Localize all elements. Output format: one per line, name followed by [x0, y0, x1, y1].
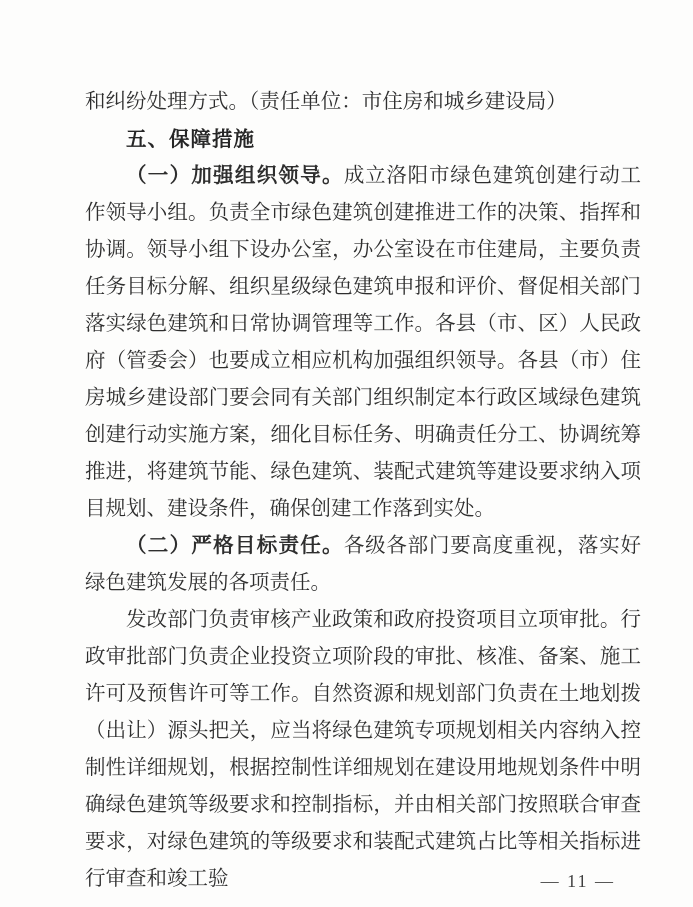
- paragraph-text: 成立洛阳市绿色建筑创建行动工作领导小组。负责全市绿色建筑创建推进工作的决策、指挥和协调。领导小组下设办公室，办公室设在市住建局，主要负责任务目标分解、组织星级绿色建筑申报和评价、督促相关部门落实绿色建筑和日常协调管理等工作。各县（市、区）人民政府（管委会）也要成立相应机构加强组织领导。各县（市）住房城乡建设部门要会同有关部门组织制定本行政区域绿色建筑创建行动实施方案，细化目标任务、明确责任分工、协调统筹推进，将建筑节能、绿色建筑、装配式建筑等建设要求纳入项目规划、建设条件，确保创建工作落到实处。: [85, 165, 642, 520]
- paragraph-lead: （一）加强组织领导。: [126, 165, 344, 187]
- paragraph-departments: [85, 602, 641, 898]
- paragraph-text: 各级各部门要高度重视，落实好绿色建筑发展的各项责任。: [85, 535, 642, 594]
- paragraph-continuation: [85, 84, 641, 121]
- paragraph-lead: （二）严格目标责任。: [126, 535, 344, 557]
- section-heading: 五、保障措施: [126, 128, 255, 151]
- document-content: [85, 84, 641, 898]
- page-number: — 11 —: [540, 871, 615, 891]
- paragraph-text: 和纠纷处理方式。（责任单位：市住房和城乡建设局）: [85, 91, 567, 113]
- paragraph-text: 发改部门负责审核产业政策和政府投资项目立项审批。行政审批部门负责企业投资立项阶段的审批、核准、备案、施工许可及预售许可等工作。自然资源和规划部门负责在土地划拨（出让）源头把关，应当将绿色建筑专项规划相关内容纳入控制性详细规划，根据控制性详细规划在建设用地规划条件中明确绿色建筑等级要求和控制指标，并由相关部门按照联合审查要求，对绿色建筑的等级要求和装配式建筑占比等相关指标进行审查和竣工验: [85, 609, 641, 890]
- paragraph-item-1: [85, 158, 641, 528]
- paragraph-item-2: [85, 528, 641, 602]
